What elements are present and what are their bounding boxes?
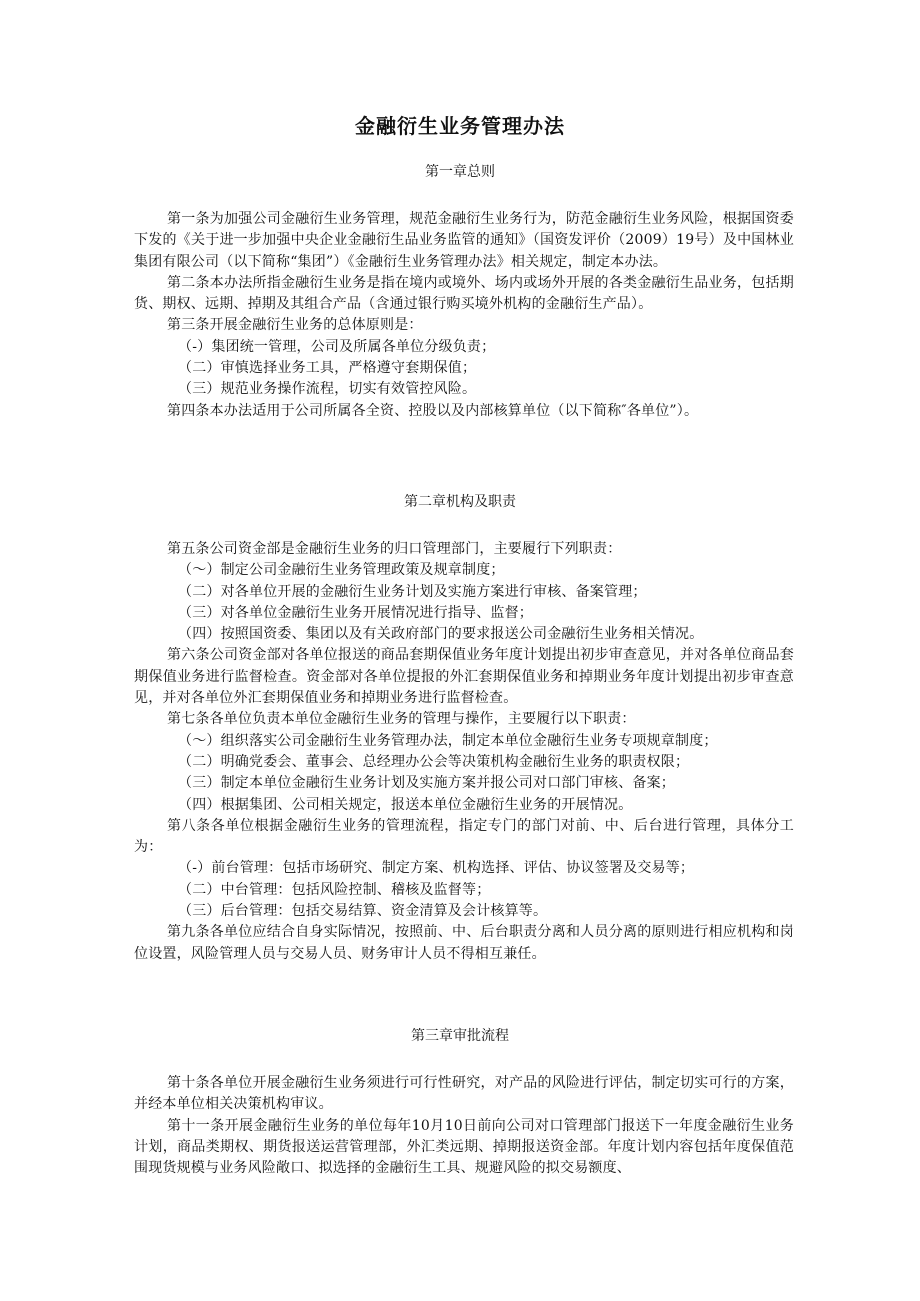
chapter-1-heading: 第一章总则	[425, 164, 495, 180]
article-4: 第四条本办法适用于公司所属各全资、控股以及内部核算单位（以下简称″各单位”）。	[167, 402, 699, 419]
chapter-1-body	[134, 209, 794, 422]
article-11: 第十一条开展金融衍生业务的单位每年10月10日前向公司对口管理部门报送下一年度金融衍生业务计划，商品类期权、期货报送运营管理部，外汇类远期、掉期报送资金部。年度计划内容包括年度保值范围现货规模与业务风险敞口、拟选择的金融衍生工具、规避风险的拟交易额度、	[134, 1117, 794, 1177]
chapter-2-heading: 第二章机构及职责	[404, 494, 516, 510]
document-title: 金融衍生业务管理办法	[355, 114, 565, 138]
article-7-item: （〜）组织落实公司金融衍生业务管理办法，制定本单位金融衍生业务专项规章制度；	[178, 732, 718, 749]
article-8: 第八条各单位根据金融衍生业务的管理流程，指定专门的部门对前、中、后台进行管理，具体分工为：	[134, 817, 794, 856]
article-3-item: （三）规范业务操作流程，切实有效管控风险。	[178, 381, 477, 398]
article-2: 第二条本办法所指金融衍生业务是指在境内或境外、场内或场外开展的各类金融衍生品业务，包括期货、期权、远期、掉期及其组合产品（含通过银行购买境外机构的金融衍生产品）。	[134, 274, 794, 313]
article-5-item: （二）对各单位开展的金融衍生业务计划及实施方案进行审核、备案管理；	[178, 583, 647, 600]
article-10: 第十条各单位开展金融衍生业务须进行可行性研究，对产品的风险进行评估，制定切实可行的方案，并经本单位相关决策机构审议。	[134, 1075, 794, 1113]
article-8-item: （三）后台管理：包括交易结算、资金清算及会计核算等。	[178, 903, 548, 920]
article-5-item: （〜）制定公司金融衍生业务管理政策及规章制度；	[178, 562, 505, 579]
chapter-3-body	[134, 1073, 794, 1179]
article-5-item: （三）对各单位金融衍生业务开展情况进行指导、监督；	[178, 604, 533, 621]
article-5-item: （四）按照国资委、集团以及有关政府部门的要求报送公司金融衍生业务相关情况。	[178, 626, 704, 643]
article-7-item: （三）制定本单位金融衍生业务计划及实施方案并报公司对口部门审核、备案；	[178, 775, 675, 792]
article-6: 第六条公司资金部对各单位报送的商品套期保值业务年度计划提出初步审查意见，并对各单位商品套期保值业务进行监督检查。资金部对各单位提报的外汇套期保值业务和掉期业务年度计划提出初步审查意见，并对各单位外汇套期保值业务和掉期业务进行监督检查。	[134, 647, 794, 707]
article-9: 第九条各单位应结合自身实际情况，按照前、中、后台职责分离和人员分离的原则进行相应机构和岗位设置，风险管理人员与交易人员、财务审计人员不得相互兼任。	[134, 924, 794, 962]
article-7-item: （二）明确党委会、董事会、总经理办公会等决策机构金融衍生业务的职责权限；	[178, 753, 690, 770]
article-5: 第五条公司资金部是金融衍生业务的归口管理部门，主要履行下列职责：	[167, 541, 622, 557]
article-3: 第三条开展金融衍生业务的总体原则是：	[167, 317, 423, 334]
article-3-item: （二）审慎选择业务工具，严格遵守套期保值；	[178, 360, 477, 377]
article-8-item: （二）中台管理：包括风险控制、稽核及监督等；	[178, 881, 491, 898]
article-7: 第七条各单位负责本单位金融衍生业务的管理与操作，主要履行以下职责：	[167, 711, 636, 728]
chapter-2-body	[134, 539, 794, 965]
article-7-item: （四）根据集团、公司相关规定，报送本单位金融衍生业务的开展情况。	[178, 796, 633, 813]
article-8-item: （-）前台管理：包括市场研究、制定方案、机构选择、评估、协议签署及交易等；	[178, 860, 695, 877]
article-1: 第一条为加强公司金融衍生业务管理，规范金融衍生业务行为，防范金融衍生业务风险，根据国资委下发的《关于进一步加强中央企业金融衍生品业务监管的通知》（国资发评价（2009）19号）及中国林业集团有限公司（以下简称“集团”）《金融衍生业务管理办法》相关规定，制定本办法。	[134, 211, 794, 270]
article-3-item: （-）集团统一管理，公司及所属各单位分级负责；	[178, 338, 496, 355]
chapter-3-heading: 第三章审批流程	[411, 1028, 509, 1044]
